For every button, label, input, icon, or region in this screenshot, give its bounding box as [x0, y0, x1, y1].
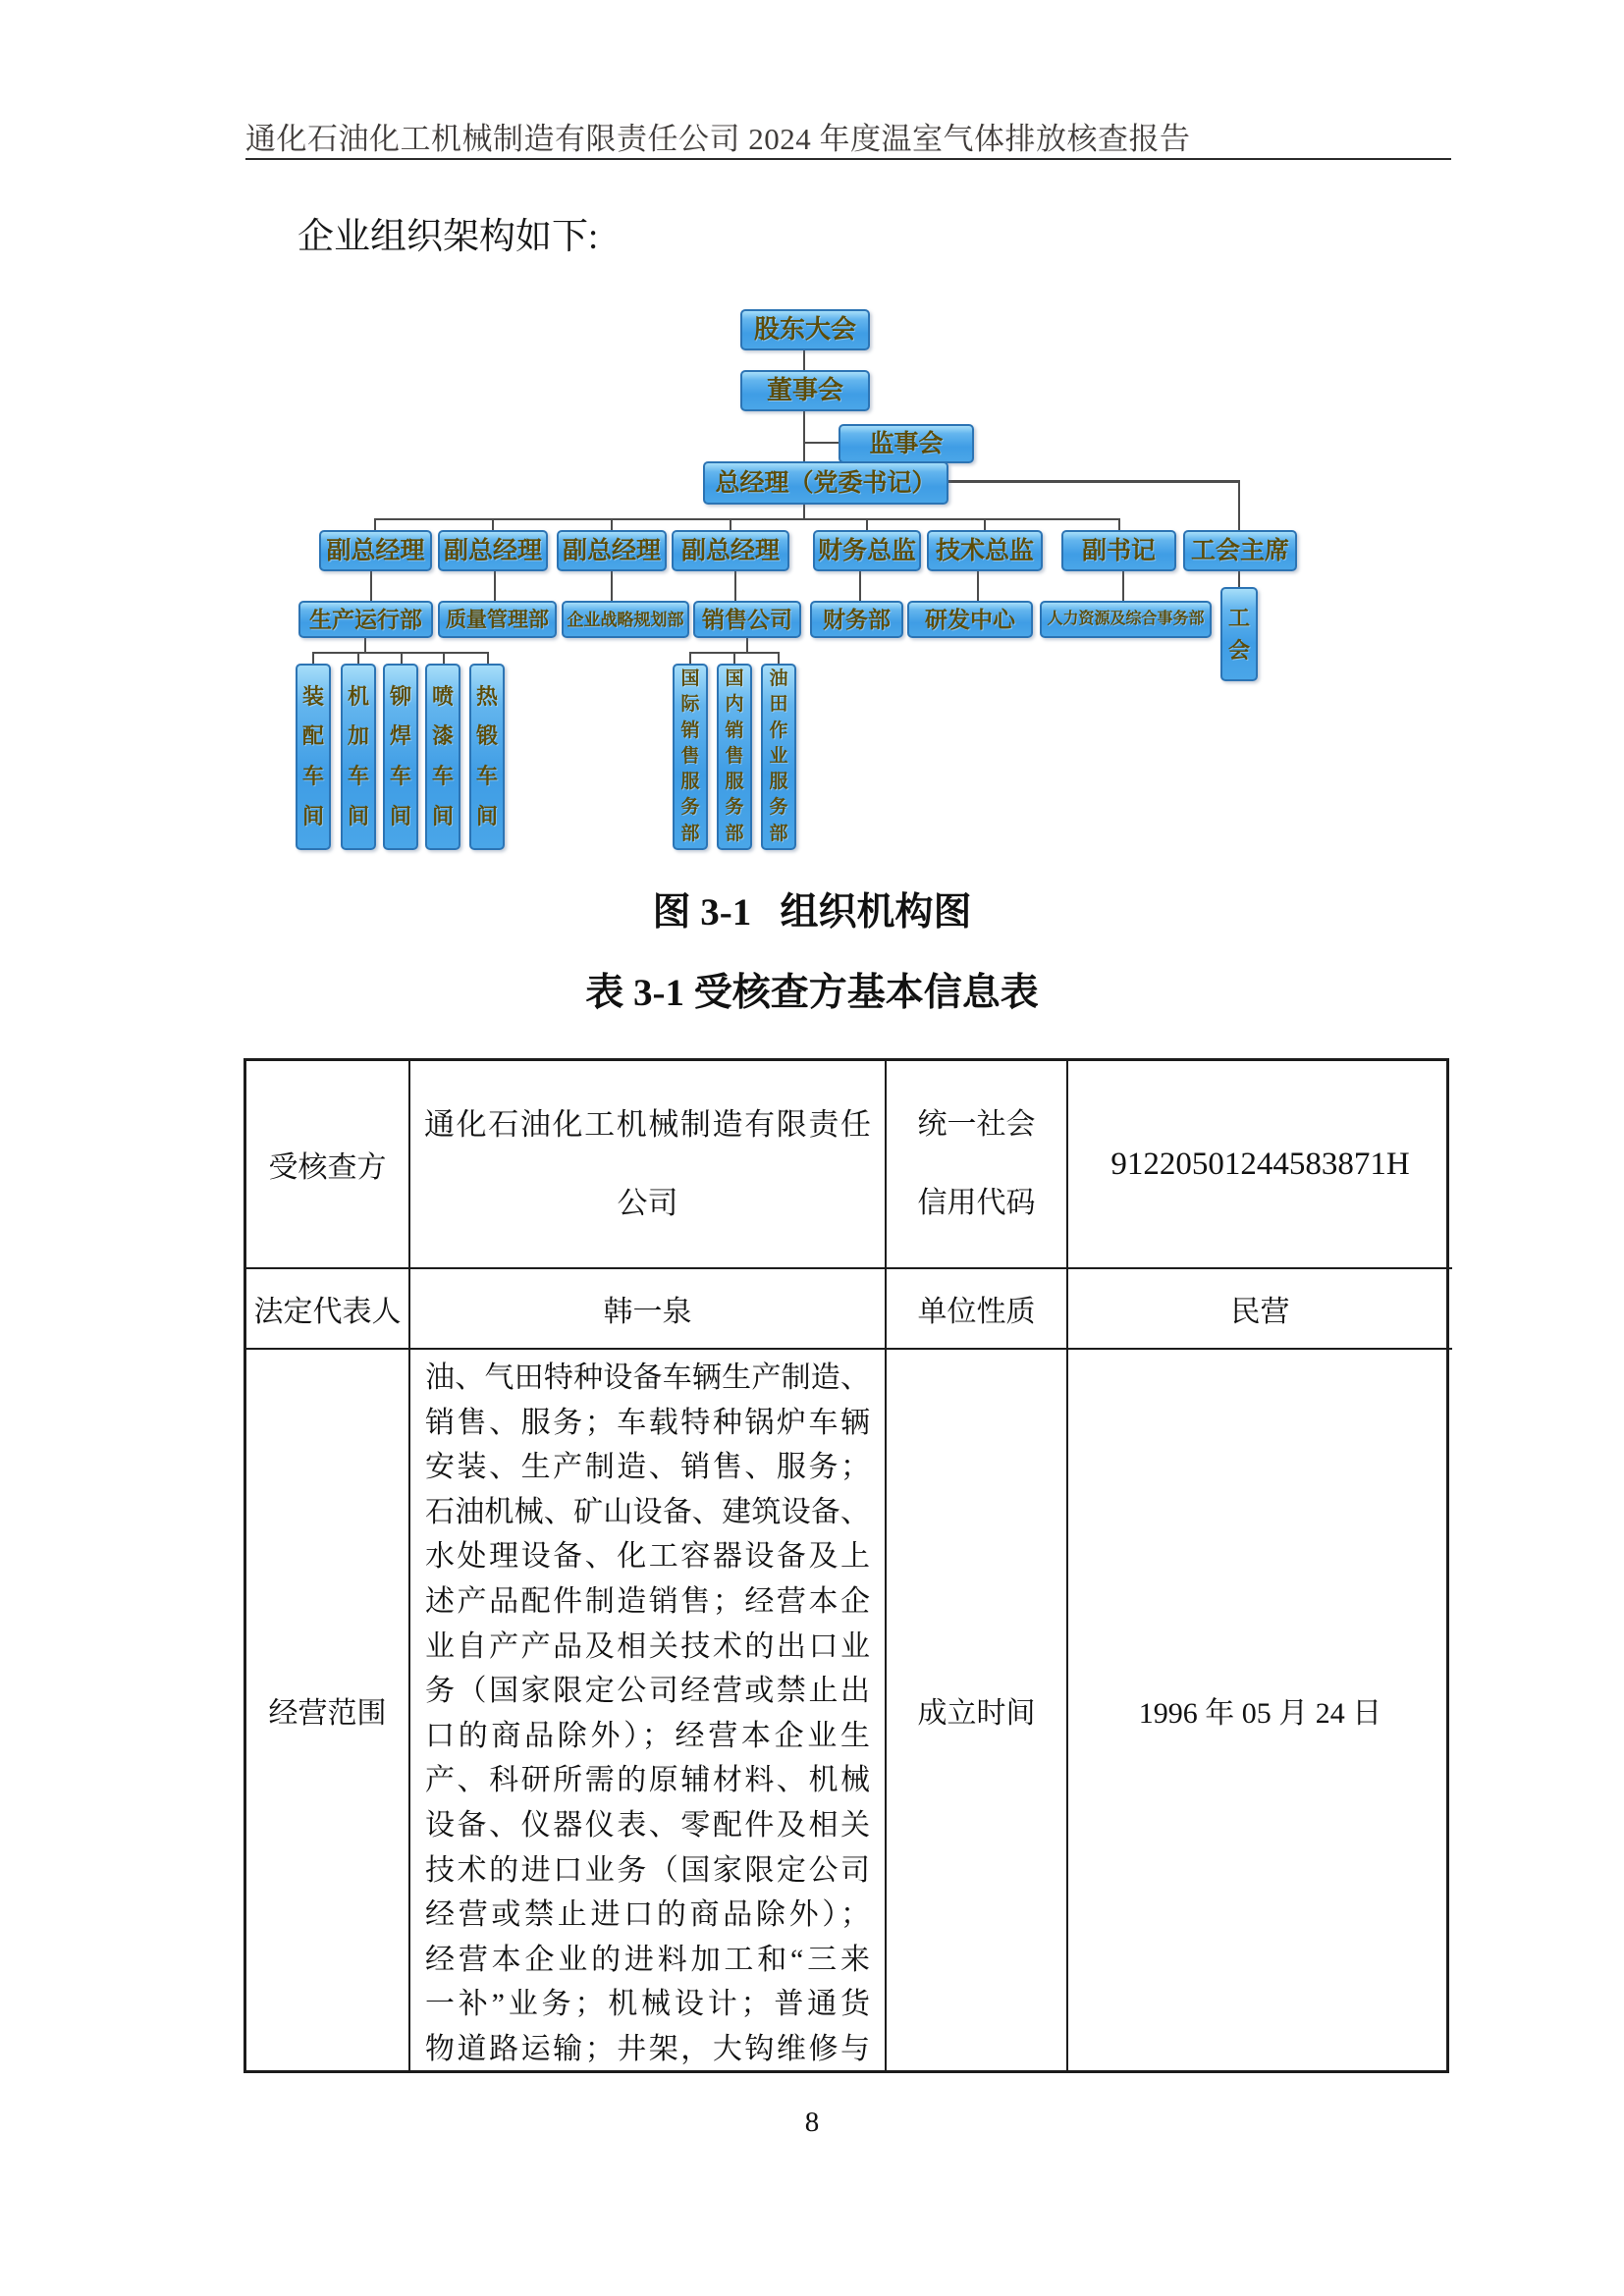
org-box-deputy-gm-2: 副总经理 — [438, 530, 548, 571]
scope-line: 务（国家限定公司经营或禁止出 — [425, 1675, 870, 1708]
bus1-drop — [611, 518, 613, 530]
credit-code-label-line1: 统一社会 — [917, 1108, 1036, 1141]
cell-established-label — [887, 1350, 1068, 2070]
bus1-drop — [1118, 518, 1120, 530]
scope-line: 水处理设备、化工容器设备及上 — [425, 1540, 870, 1574]
bus3-drop — [733, 652, 735, 664]
workshop-label: 热锻车间 — [475, 683, 498, 828]
document-header-title: 通化石油化工机械制造有限责任公司 2024 年度温室气体排放核查报告 — [245, 122, 1191, 156]
org-box-workshop-assembly — [296, 664, 331, 850]
established-value: 1996 年 05 月 24 日 — [1138, 1697, 1382, 1730]
bus2-drop — [443, 652, 445, 664]
bus1-drop — [984, 518, 986, 530]
org-box-union-label: 工会 — [1227, 606, 1250, 663]
entity-type-label: 单位性质 — [917, 1296, 1036, 1328]
org-box-workshop-machining — [341, 664, 376, 850]
scope-line: 设备、仪器仪表、零配件及相关 — [425, 1808, 870, 1842]
bus1-drop — [492, 518, 494, 530]
workshop-label: 喷漆车间 — [431, 683, 454, 828]
org-box-strategy-dept: 企业战略规划部 — [562, 601, 689, 638]
org-box-deputy-secretary: 副书记 — [1061, 530, 1176, 571]
scope-line: 一补”业务；机械设计；普通货 — [425, 1988, 870, 2021]
table-caption: 表 3-1 受核查方基本信息表 — [585, 972, 1039, 1014]
cell-entity-type-value — [1068, 1269, 1452, 1350]
org-box-production-dept: 生产运行部 — [298, 601, 433, 638]
connector-gm-bus-drop — [803, 505, 805, 518]
established-label: 成立时间 — [917, 1697, 1036, 1730]
connector-l5-l6 — [494, 571, 496, 601]
bus1-drop — [730, 518, 731, 530]
scope-line: 物道路运输；井架，大钩维修与 — [425, 2032, 870, 2065]
intro-sentence: 企业组织架构如下: — [298, 217, 599, 257]
scope-line: 销售、服务；车载特种锅炉车辆 — [425, 1406, 870, 1439]
legal-rep-label: 法定代表人 — [253, 1296, 402, 1328]
scope-line: 经营本企业的进料加工和“三来 — [425, 1943, 870, 1976]
credit-code-value: 91220501244583871H — [1110, 1146, 1410, 1182]
sales-dept-label: 国内销售服务部 — [725, 668, 744, 844]
org-box-sales-company: 销售公司 — [693, 601, 801, 638]
org-box-workshop-forging — [469, 664, 505, 850]
org-box-general-manager: 总经理（党委书记） — [703, 461, 948, 505]
connector-l5-l6 — [370, 571, 372, 601]
legal-rep-value: 韩一泉 — [603, 1296, 692, 1328]
connector-l1-l2 — [803, 350, 805, 370]
org-box-supervisory: 监事会 — [839, 424, 974, 463]
business-scope-label: 经营范围 — [268, 1697, 387, 1730]
org-box-finance-dept: 财务部 — [810, 601, 903, 638]
workshop-label: 装配车间 — [301, 683, 324, 828]
org-box-deputy-gm-1: 副总经理 — [319, 530, 432, 571]
connector-stub-jianshihui — [803, 442, 839, 444]
cell-credit-code-value — [1068, 1061, 1452, 1269]
sales-dept-label: 油田作业服务部 — [769, 668, 788, 844]
connector-l5-l6 — [977, 571, 979, 601]
credit-code-label-line2: 信用代码 — [917, 1187, 1036, 1219]
bus1-drop — [866, 518, 868, 530]
org-box-union-chairman: 工会主席 — [1183, 530, 1297, 571]
connector-bus1 — [374, 518, 1120, 520]
org-box-finance-director: 财务总监 — [813, 530, 921, 571]
bus1-drop — [374, 518, 376, 530]
scope-line: 经营或禁止进口的商品除外）； — [425, 1898, 870, 1932]
header-rule — [245, 158, 1451, 160]
cell-entity-type-label — [887, 1269, 1068, 1350]
company-name-line2: 公司 — [617, 1186, 678, 1220]
company-name-line1: 通化石油化工机械制造有限责任 — [424, 1107, 871, 1142]
org-box-shareholders: 股东大会 — [740, 309, 870, 350]
org-box-hr-dept: 人力资源及综合事务部 — [1040, 601, 1212, 638]
org-box-oilfield-service — [761, 664, 796, 850]
connector-prod-bus2 — [364, 638, 366, 652]
org-box-workshop-painting — [425, 664, 460, 850]
org-box-workshop-riveting — [383, 664, 418, 850]
connector-gm-union-horizontal — [948, 480, 1240, 483]
figure-caption: 图 3-1 组织机构图 — [652, 891, 972, 934]
entity-type-value: 民营 — [1230, 1296, 1290, 1328]
scope-line: 口的商品除外）；经营本企业生 — [425, 1719, 870, 1752]
connector-l5-l6 — [1122, 571, 1124, 601]
scope-line: 油、气田特种设备车辆生产制造、 — [425, 1362, 870, 1394]
cell-legal-rep-label — [246, 1269, 410, 1350]
connector-l5-l6 — [734, 571, 736, 601]
bus2-drop — [357, 652, 359, 664]
org-box-union — [1220, 587, 1258, 681]
org-box-domestic-sales — [717, 664, 752, 850]
page-number: 8 — [804, 2107, 820, 2138]
cell-legal-rep-value — [410, 1269, 887, 1350]
org-box-deputy-gm-3: 副总经理 — [557, 530, 667, 571]
org-box-intl-sales — [673, 664, 708, 850]
bus2-drop — [312, 652, 314, 664]
org-box-board: 董事会 — [740, 370, 870, 411]
org-box-rnd-center: 研发中心 — [907, 601, 1033, 638]
bus3-drop — [778, 652, 780, 664]
verified-party-label: 受核查方 — [268, 1151, 387, 1184]
scope-line: 石油机械、矿山设备、建筑设备、 — [425, 1495, 870, 1528]
cell-business-scope-label — [246, 1350, 410, 2070]
scope-line: 产、科研所需的原辅材料、机械 — [425, 1764, 870, 1797]
cell-business-scope-text — [410, 1350, 887, 2070]
connector-chair-union — [1238, 571, 1240, 587]
org-box-quality-dept: 质量管理部 — [438, 601, 557, 638]
connector-l5-l6 — [859, 571, 861, 601]
connector-l2-l4 — [803, 411, 805, 461]
cell-credit-code-label — [887, 1061, 1068, 1269]
workshop-label: 机加车间 — [347, 683, 369, 828]
cell-established-value — [1068, 1350, 1452, 2070]
org-box-deputy-gm-4: 副总经理 — [672, 530, 789, 571]
connector-l5-l6 — [611, 571, 613, 601]
cell-verified-party-label — [246, 1061, 410, 1269]
basic-info-table — [244, 1058, 1449, 2073]
connector-sales-bus3 — [746, 638, 748, 652]
scope-line: 技术的进口业务（国家限定公司 — [425, 1853, 870, 1887]
cell-company-name — [410, 1061, 887, 1269]
connector-union-chair-drop — [1238, 480, 1240, 530]
sales-dept-label: 国际销售服务部 — [680, 668, 700, 844]
scope-line: 业自产产品及相关技术的出口业 — [425, 1629, 870, 1663]
org-box-tech-director: 技术总监 — [927, 530, 1043, 571]
bus3-drop — [689, 652, 691, 664]
bus2-drop — [487, 652, 489, 664]
scope-line: 安装、生产制造、销售、服务； — [425, 1451, 870, 1484]
bus2-drop — [401, 652, 403, 664]
scope-line: 述产品配件制造销售；经营本企 — [425, 1584, 870, 1618]
workshop-label: 铆焊车间 — [389, 683, 411, 828]
